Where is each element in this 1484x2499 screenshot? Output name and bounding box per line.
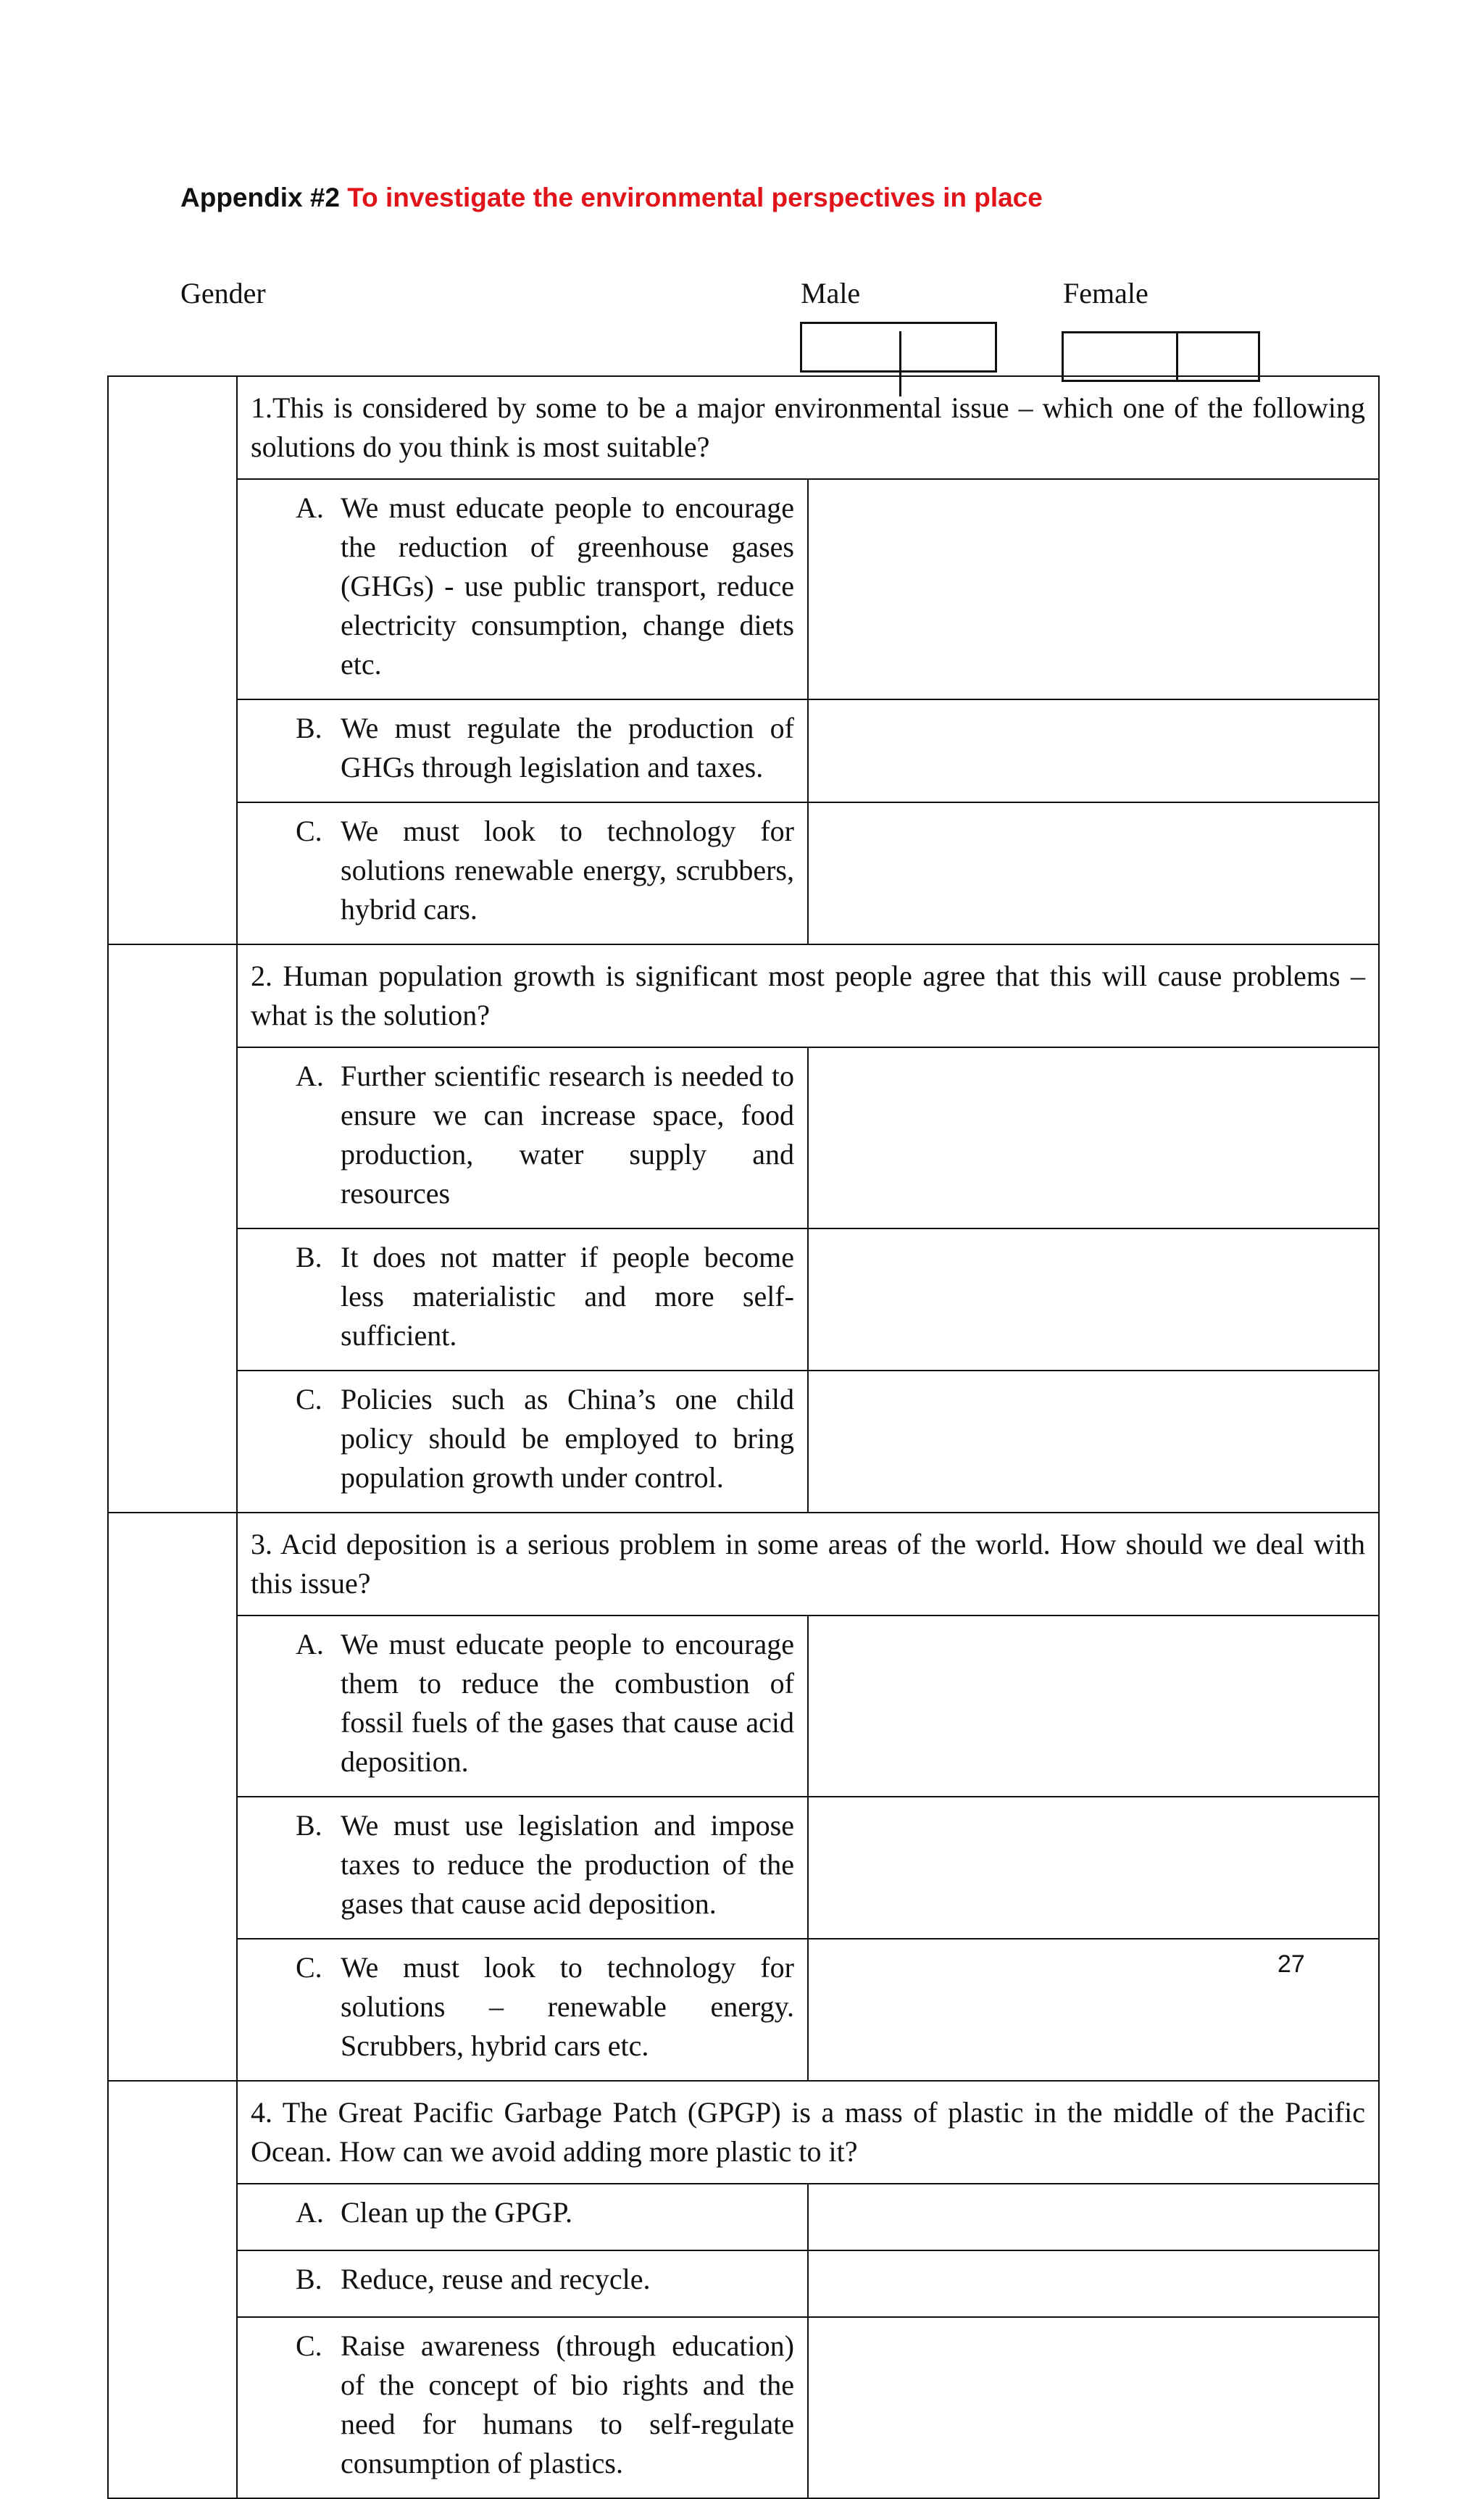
option-text: Raise awareness (through education) of the concept of bio rights and the need for humans to self-regulate consumption of plastics. bbox=[341, 2329, 794, 2479]
male-label: Male bbox=[801, 277, 861, 309]
answer-checkbox[interactable] bbox=[808, 802, 1379, 944]
option-text: We must look to technology for solutions renewable energy, scrubbers, hybrid cars. bbox=[341, 815, 794, 926]
option-text: Clean up the GPGP. bbox=[341, 2196, 572, 2229]
appendix-title: To investigate the environmental perspectives in place bbox=[347, 183, 1043, 212]
option-letter: B. bbox=[296, 1809, 322, 1842]
option-text: It does not matter if people become less materialistic and more self-sufficient. bbox=[341, 1241, 794, 1352]
option-row bbox=[108, 1939, 1379, 2081]
question-2-text: 2. Human population growth is significant most people agree that this will cause problems – what is the solution? bbox=[251, 960, 1365, 1031]
male-checkbox[interactable] bbox=[800, 322, 997, 373]
option-letter: C. bbox=[296, 1383, 322, 1415]
question-row-1 bbox=[108, 376, 1379, 479]
option-text: We must educate people to encourage the reduction of greenhouse gases (GHGs) - use public transport, reduce electricity consumption, change diets etc. bbox=[341, 491, 794, 681]
option-row bbox=[108, 699, 1379, 802]
answer-checkbox[interactable] bbox=[808, 1371, 1379, 1513]
option-letter: B. bbox=[296, 1241, 322, 1273]
answer-checkbox[interactable] bbox=[808, 699, 1379, 802]
option-text: Reduce, reuse and recycle. bbox=[341, 2263, 651, 2295]
question-4-number-cell bbox=[108, 2081, 237, 2498]
female-checkbox[interactable] bbox=[1062, 331, 1260, 382]
page-number: 27 bbox=[1277, 1950, 1305, 1978]
appendix-label: Appendix #2 bbox=[180, 183, 340, 212]
option-text: We must use legislation and impose taxes to reduce the production of the gases that cause acid deposition. bbox=[341, 1809, 794, 1920]
question-row-3 bbox=[108, 1513, 1379, 1616]
questionnaire-table bbox=[107, 375, 1380, 2499]
question-2-number-cell bbox=[108, 944, 237, 1513]
answer-checkbox[interactable] bbox=[808, 2250, 1379, 2317]
option-letter: A. bbox=[296, 2196, 324, 2229]
option-letter: A. bbox=[296, 1060, 324, 1092]
answer-checkbox[interactable] bbox=[808, 1228, 1379, 1371]
option-letter: C. bbox=[296, 1951, 322, 1984]
option-row bbox=[108, 2317, 1379, 2498]
answer-checkbox[interactable] bbox=[808, 2317, 1379, 2498]
question-4-text: 4. The Great Pacific Garbage Patch (GPGP) is a mass of plastic in the middle of the Pacific Ocean. How can we avoid adding more plastic to it? bbox=[251, 2096, 1365, 2168]
option-text: We must educate people to encourage them to reduce the combustion of fossil fuels of the gases that cause acid deposition. bbox=[341, 1628, 794, 1778]
question-1-number-cell bbox=[108, 376, 237, 944]
option-text: We must regulate the production of GHGs through legislation and taxes. bbox=[341, 712, 794, 783]
option-row bbox=[108, 2184, 1379, 2250]
option-letter: A. bbox=[296, 1628, 324, 1660]
option-text: Policies such as China’s one child policy should be employed to bring population growth under control. bbox=[341, 1383, 794, 1494]
question-3-text: 3. Acid deposition is a serious problem in some areas of the world. How should we deal with this issue? bbox=[251, 1528, 1365, 1600]
question-row-4 bbox=[108, 2081, 1379, 2184]
option-row bbox=[108, 1797, 1379, 1939]
option-letter: A. bbox=[296, 491, 324, 524]
appendix-heading bbox=[180, 180, 1043, 216]
option-row bbox=[108, 802, 1379, 944]
option-row bbox=[108, 1228, 1379, 1371]
option-row bbox=[108, 1616, 1379, 1797]
option-text: Further scientific research is needed to ensure we can increase space, food production, water supply and resources bbox=[341, 1060, 794, 1210]
gender-label: Gender bbox=[180, 277, 266, 309]
option-letter: B. bbox=[296, 712, 322, 744]
female-checkbox-divider bbox=[1176, 331, 1178, 382]
option-letter: C. bbox=[296, 815, 322, 847]
question-row-2 bbox=[108, 944, 1379, 1047]
option-text: We must look to technology for solutions – renewable energy. Scrubbers, hybrid cars etc. bbox=[341, 1951, 794, 2062]
answer-checkbox[interactable] bbox=[808, 1047, 1379, 1228]
option-letter: B. bbox=[296, 2263, 322, 2295]
option-row bbox=[108, 479, 1379, 699]
female-label: Female bbox=[1063, 277, 1149, 309]
question-3-number-cell bbox=[108, 1513, 237, 2081]
answer-checkbox[interactable] bbox=[808, 1797, 1379, 1939]
answer-checkbox[interactable] bbox=[808, 479, 1379, 699]
option-row bbox=[108, 2250, 1379, 2317]
option-row bbox=[108, 1047, 1379, 1228]
option-letter: C. bbox=[296, 2329, 322, 2362]
answer-checkbox[interactable] bbox=[808, 1616, 1379, 1797]
question-1-text: 1.This is considered by some to be a major environmental issue – which one of the following solutions do you think is most suitable? bbox=[251, 391, 1365, 463]
answer-checkbox[interactable] bbox=[808, 2184, 1379, 2250]
option-row bbox=[108, 1371, 1379, 1513]
